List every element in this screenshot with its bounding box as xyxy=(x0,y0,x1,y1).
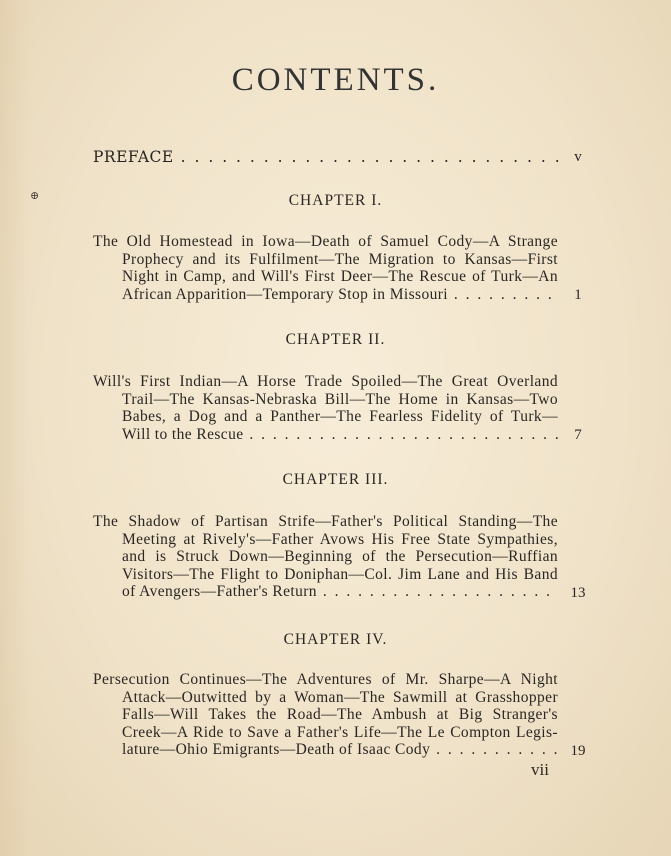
chapter-1-line: The Old Homestead in Iowa—Death of Samuel Cody—A Strange xyxy=(93,233,558,250)
chapter-1-line: Night in Camp, and Will's First Deer—The Rescue of Turk—An xyxy=(122,268,558,285)
chapter-2-line: Will to the Rescue . . . xyxy=(93,426,558,444)
chapter-3-line: Visitors—The Flight to Doniphan—Col. Jim Lane and His Band xyxy=(122,565,558,583)
chapter-1-line: African Apparition—Temporary Stop in Missouri . . . xyxy=(93,286,558,304)
chapter-1-entry xyxy=(93,233,558,303)
chapter-2-page-number: 7 xyxy=(574,427,582,443)
chapter-4-line: Attack—Outwitted by a Woman—The Sawmill at Grasshopper xyxy=(122,688,558,706)
ink-mark-icon: ⊕ xyxy=(30,189,40,202)
preface-page-number: v xyxy=(574,149,582,165)
chapter-1-heading: CHAPTER I. xyxy=(288,192,383,209)
chapter-3-line: and is Struck Down—Beginning of the Persecution—Ruffian xyxy=(122,548,558,565)
chapter-2-entry xyxy=(93,373,558,443)
chapter-2-line: Will's First Indian—A Horse Trade Spoiled—The Great Overland xyxy=(93,373,558,390)
preface-entry xyxy=(93,149,563,166)
chapter-4-line: Persecution Continues—The Adventures of Mr. Sharpe—A Night xyxy=(93,671,558,688)
preface-label: PREFACE xyxy=(93,149,174,166)
chapter-1-line: Prophecy and its Fulfilment—The Migration to Kansas—First xyxy=(122,250,558,268)
chapter-4-heading: CHAPTER IV. xyxy=(283,631,388,648)
chapter-2-line: Trail—The Kansas-Nebraska Bill—The Home in Kansas—Two xyxy=(122,390,558,408)
chapter-4-page-number: 19 xyxy=(570,743,586,759)
chapter-3-line: of Avengers—Father's Return . . . xyxy=(93,583,558,601)
page-title: CONTENTS. xyxy=(231,62,440,98)
chapter-4-line: Creek—A Ride to Save a Father's Life—The Le Compton Legis- xyxy=(122,723,558,741)
chapter-4-entry xyxy=(93,671,558,759)
page-folio: vii xyxy=(531,760,549,779)
chapter-3-line: Meeting at Rively's—Father Avows His Free State Sympathies, xyxy=(122,530,558,548)
dot-leader xyxy=(174,149,563,166)
chapter-2-heading: CHAPTER II. xyxy=(285,331,386,348)
chapter-4-line: Falls—Will Takes the Road—The Ambush at Big Stranger's xyxy=(122,706,558,723)
chapter-3-page-number: 13 xyxy=(570,585,586,601)
chapter-3-line: The Shadow of Partisan Strife—Father's Political Standing—The xyxy=(93,513,558,530)
chapter-3-heading: CHAPTER III. xyxy=(282,471,389,488)
chapter-3-entry xyxy=(93,513,558,601)
chapter-1-page-number: 1 xyxy=(574,287,582,303)
chapter-2-line: Babes, a Dog and a Panther—The Fearless Fidelity of Turk— xyxy=(122,408,558,425)
chapter-4-line: lature—Ohio Emigrants—Death of Isaac Cody . . . xyxy=(93,741,558,759)
